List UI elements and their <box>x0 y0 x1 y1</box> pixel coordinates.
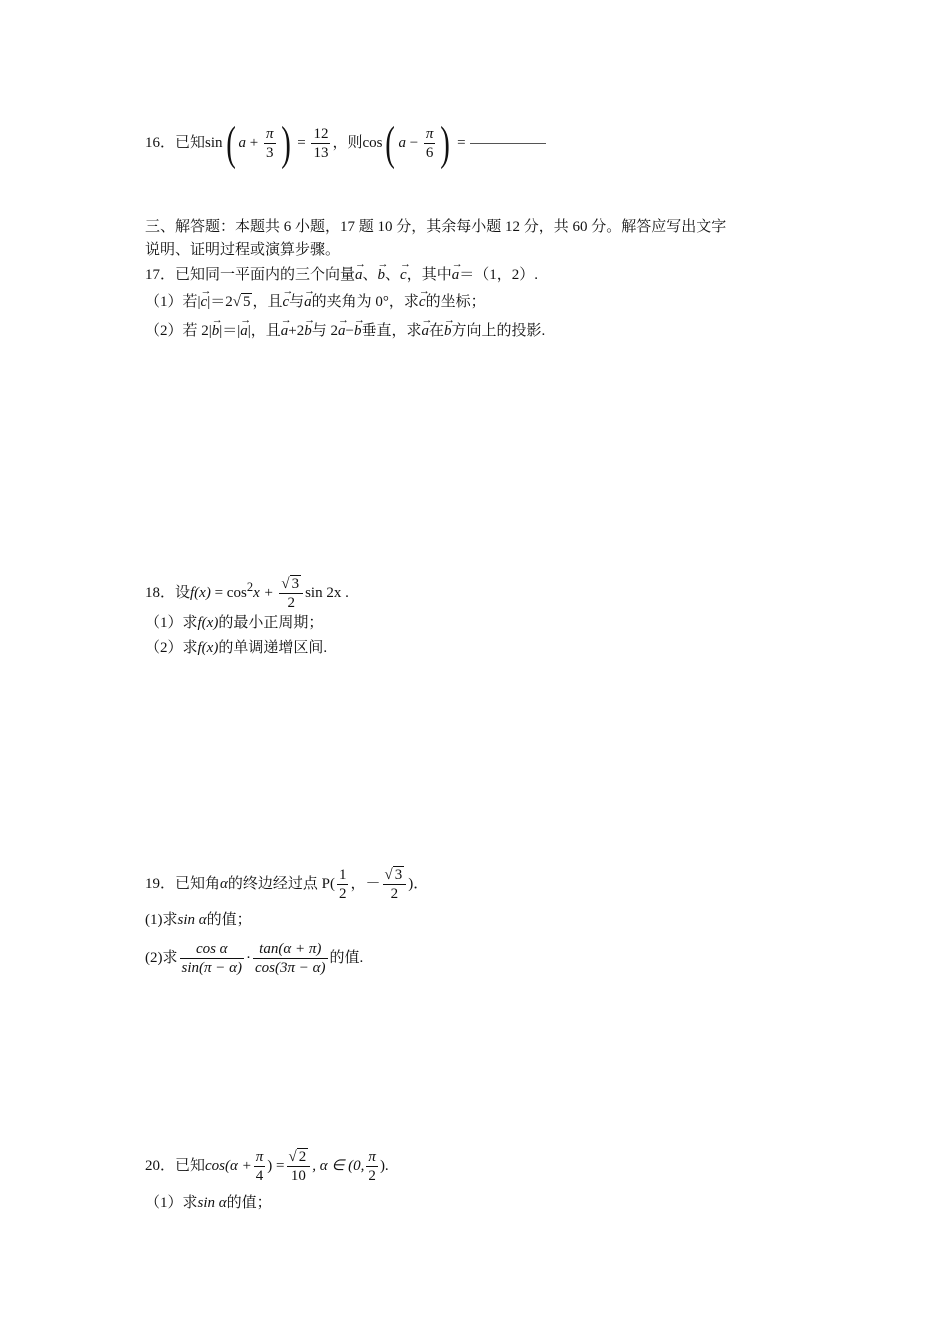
section-3-line-1: 三、解答题：本题共 6 小题，17 题 10 分，其余每小题 12 分，共 60 分。解答应写出文字 <box>145 219 727 235</box>
alpha: α <box>220 876 228 892</box>
vector-c: → c <box>400 264 407 286</box>
pi-over-2: $\frac{\pi}{2}$ <box>368 1149 376 1185</box>
vector-b: → b <box>304 320 312 342</box>
vector-a: → a <box>452 264 460 286</box>
vector-c: → c <box>419 291 426 313</box>
vector-b: → b <box>212 320 220 342</box>
q16-then: ，则 <box>332 135 363 151</box>
q16-right-paren-2: ) <box>440 116 451 170</box>
question-19-stem: 19．已知角α的终边经过点 P( $\frac{1}{2}$ ，－ $\frac{√ 3}{2}$ )． <box>145 867 429 903</box>
vector-a: → a <box>355 264 363 286</box>
q16-plus: + <box>249 135 259 151</box>
q16-pi-over-6: $\frac{\pi}{6}$ <box>425 126 434 162</box>
question-18-stem: 18．设$f(x) = \cos^2x$ + $\frac{√ 3}{2}$ sin 2x . <box>145 576 349 612</box>
vector-b: → b <box>444 320 452 342</box>
one-half: $\frac{1}{2}$ <box>338 867 347 903</box>
q16-prefix: 16．已知 <box>145 135 206 151</box>
pi-over-4: $\frac{\pi}{4}$ <box>255 1149 264 1185</box>
q16-left-paren-2: ( <box>385 116 396 170</box>
q16-left-paren: ( <box>225 116 236 170</box>
section-3-line-2: 说明、证明过程或演算步骤。 <box>145 242 341 258</box>
sqrt3-over-2: $\frac{√ 3}{2}$ <box>279 575 303 612</box>
question-19-part-2: (2)求 $\frac{\text{cos α}}{\sin(\pi - \alpha)}$ · $\frac{\tan(\alpha + \pi)}{\cos(3\pi - \alpha)}$ 的值. <box>145 941 364 977</box>
question-20-part-1: （1）求sin α的值； <box>145 1195 272 1211</box>
vector-a: → a <box>281 320 289 342</box>
q16-cos: cos <box>362 135 383 151</box>
q16-equals: = <box>297 135 306 151</box>
question-18-part-1: （1）求f(x)的最小正周期； <box>145 615 324 631</box>
vector-b: → b <box>378 264 386 286</box>
vector-a: → a <box>422 320 430 342</box>
vector-c: → c <box>282 291 289 313</box>
question-17-part-1: （1）若|→ c|＝2√ 5 ，且→ c与→ a的夹角为 0°，求→ c的坐标； <box>145 291 486 313</box>
q16-minus: − <box>409 135 419 151</box>
q16-equals-2: = <box>457 135 466 151</box>
q16-var-a: a <box>238 135 247 151</box>
sqrt3-over-2: $\frac{√ 3}{2}$ <box>383 866 407 903</box>
question-17-part-2: （2）若 2|→ b|＝|→ a|，且→ a+2→ b与 2→ a−→ b垂直，求→ a在→ b方向上的投影. <box>145 320 545 342</box>
vector-b: → b <box>354 320 362 342</box>
question-16 <box>145 118 546 168</box>
question-19-part-1: (1)求sin α的值； <box>145 912 252 928</box>
question-18-part-2: （2）求f(x)的单调递增区间. <box>145 640 328 656</box>
vector-a: → a <box>304 291 312 313</box>
q16-sin: sin <box>205 135 223 151</box>
tan-over-cos-fraction: $\frac{\tan(\alpha + \pi)}{\cos(3\pi - \alpha)}$ <box>255 941 326 977</box>
sqrt2-over-10: $\frac{√ 2}{10}$ <box>287 1148 311 1185</box>
q16-answer-blank[interactable] <box>470 143 546 144</box>
sqrt-5: √ 5 <box>232 294 251 310</box>
q16-pi-over-3: $\frac{\pi}{3}$ <box>265 126 274 162</box>
vector-a: → a <box>240 320 248 342</box>
q16-right-paren: ) <box>280 116 291 170</box>
question-20-stem: 20．已知cos(α + $\frac{\pi}{4}$ ) = $\frac{√ 2}{10}$ , α ∈ (0, $\frac{\pi}{2}$ ). <box>145 1149 389 1185</box>
q16-var-a-2: a <box>398 135 406 151</box>
vector-c: → c <box>201 291 208 313</box>
q16-12-over-13: $\frac{12}{13}$ <box>313 126 329 162</box>
question-17-stem: 17．已知同一平面内的三个向量→ a、→ b、→ c，其中→ a＝（1，2）. <box>145 264 538 286</box>
vector-a: → a <box>338 320 346 342</box>
f-of-x: f(x) <box>190 585 211 601</box>
cos-over-sin-fraction: $\frac{\text{cos α}}{\sin(\pi - \alpha)}$ <box>181 941 243 977</box>
